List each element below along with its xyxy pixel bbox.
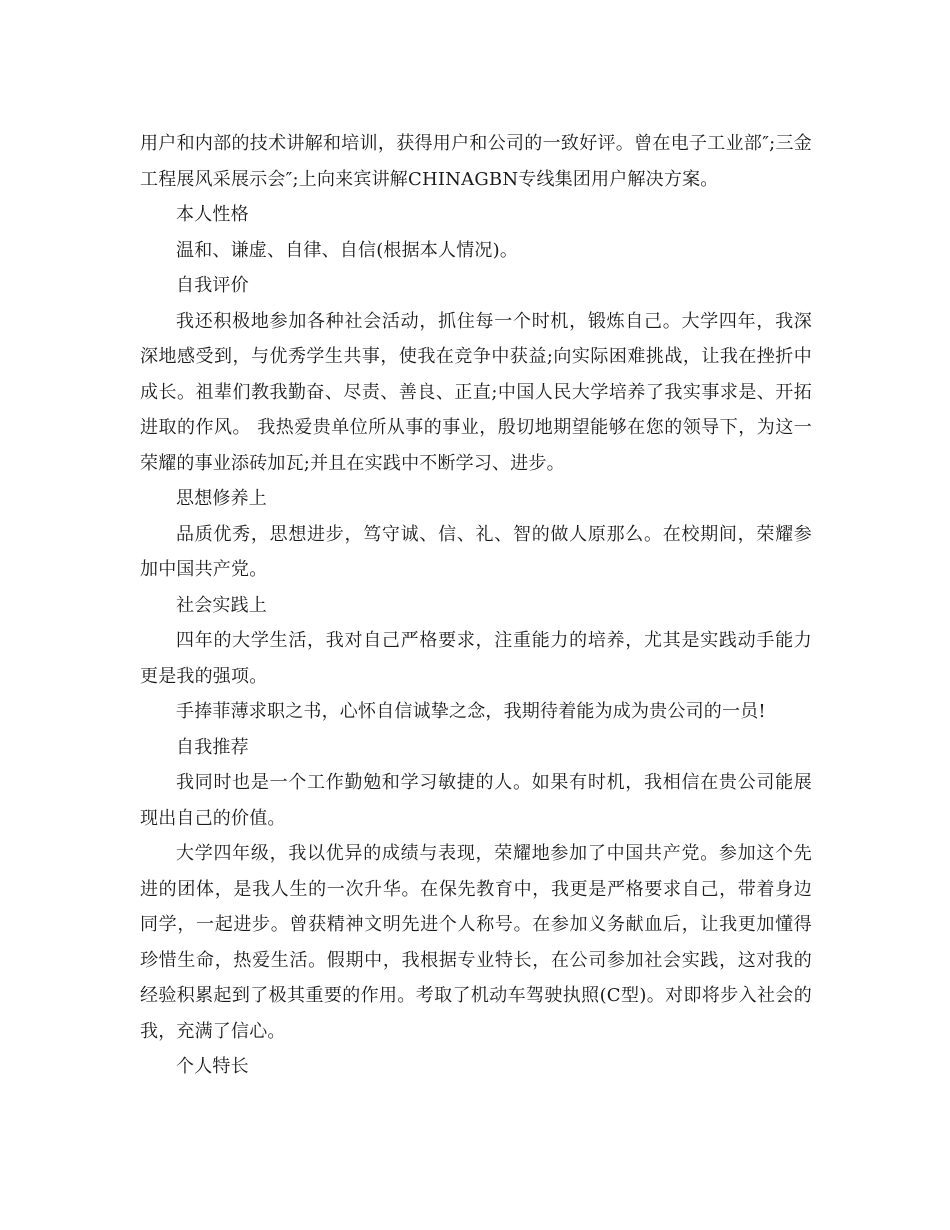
- document-body: [140, 126, 812, 1085]
- section-heading-ideology: 思想修养上: [176, 488, 267, 509]
- section-heading-self-evaluation: 自我评价: [176, 275, 249, 296]
- paragraph-ideology: 品质优秀，思想进步，笃守诚、信、礼、智的做人原那么。在校期间，荣耀参加中国共产党。: [140, 523, 812, 580]
- section-heading-social-practice: 社会实践上: [176, 594, 267, 616]
- section-heading-personality: 本人性格: [176, 204, 249, 225]
- paragraph-closing-wish: 手捧菲薄求职之书，心怀自信诚挚之念，我期待着能为成为贵公司的一员!: [176, 701, 766, 722]
- paragraph-self-recommendation-2: 大学四年级，我以优异的成绩与表现，荣耀地参加了中国共产党。参加这个先进的团体，是我人生的一次升华。在保先教育中，我更是严格要求自己，带着身边同学，一起进步。曾获精神文明先进个人称号。在参加义务献血后，让我更加懂得珍惜生命，热爱生活。假期中，我根据专业特长，在公司参加社会实践，这对我的经验积累起到了极其重要的作用。考取了机动车驾驶执照(C型)。对即将步入社会的我，充满了信心。: [140, 843, 812, 1042]
- paragraph-personality: 温和、谦虚、自律、自信(根据本人情况)。: [176, 239, 519, 261]
- paragraph-social-practice: 四年的大学生活，我对自己严格要求，注重能力的培养，尤其是实践动手能力更是我的强项。: [140, 630, 812, 687]
- paragraph-self-evaluation: 我还积极地参加各种社会活动，抓住每一个时机，锻炼自己。大学四年，我深深地感受到，与优秀学生共事，使我在竞争中获益;向实际困难挑战，让我在挫折中成长。祖辈们教我勤奋、尽责、善良、正直;中国人民大学培养了我实事求是、开拓进取的作风。 我热爱贵单位所从事的事业，殷切地期望能够在您的领导下，为这一荣耀的事业添砖加瓦;并且在实践中不断学习、进步。: [140, 310, 812, 474]
- paragraph-self-recommendation-1: 我同时也是一个工作勤勉和学习敏捷的人。如果有时机，我相信在贵公司能展现出自己的价值。: [140, 772, 812, 829]
- section-heading-self-recommendation: 自我推荐: [176, 736, 249, 758]
- paragraph-intro: 用户和内部的技术讲解和培训，获得用户和公司的一致好评。曾在电子工业部″;三金工程展风采展示会″;上向来宾讲解CHINAGBN专线集团用户解决方案。: [140, 133, 812, 190]
- section-heading-specialties: 个人特长: [176, 1056, 249, 1077]
